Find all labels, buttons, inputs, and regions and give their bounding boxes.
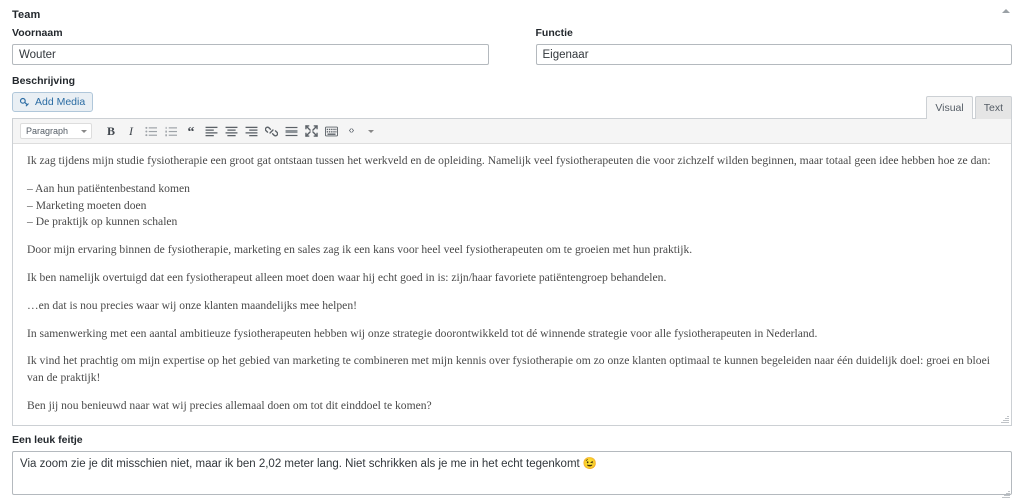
fullscreen-button[interactable] <box>301 121 321 141</box>
resize-line <box>1005 418 1009 419</box>
editor-paragraph: – De praktijk op kunnen schalen <box>27 215 178 229</box>
editor-paragraph: Ik zag tijdens mijn studie fysiotherapie een groot gat ontstaan tussen het werkveld en de opleiding. Namelijk veel fysiotherapeuten die voor zichzelf wilden beginnen, maar totaal geen idee hebben hoe ze dan: <box>27 154 991 167</box>
media-icon <box>19 97 30 108</box>
editor-paragraph: …en dat is nou precies waar wij onze klanten maandelijks mee helpen! <box>27 298 357 312</box>
resize-line <box>1006 493 1010 494</box>
editor-paragraph: – Aan hun patiëntenbestand komen <box>27 181 190 195</box>
insert-link-button[interactable] <box>261 121 281 141</box>
read-more-icon <box>285 126 298 137</box>
toolbar-more-button[interactable] <box>361 121 381 141</box>
tab-visual[interactable]: Visual <box>926 96 972 119</box>
editor-paragraph: Ik vind het prachtig om mijn expertise op het gebied van marketing te combineren met mijn kennis over fysiotherapie om zo onze klanten optimaal te kunnen begeleiden naar één duidelijk doel: groei en bloei van de praktijk! <box>27 354 990 385</box>
editor-paragraph: In samenwerking met een aantal ambitieuze fysiotherapeuten hebben wij onze strategie doorontwikkeld tot dé winnende strategie voor alle fysiotherapeuten in Nederland. <box>27 326 818 340</box>
panel-header <box>0 0 1024 20</box>
paragraph-format-value: Paragraph <box>26 126 69 136</box>
ordered-list-icon <box>165 126 178 137</box>
fullscreen-icon <box>305 125 318 137</box>
voornaam-label: Voornaam <box>12 27 63 39</box>
link-icon <box>265 125 278 138</box>
editor-toolbar <box>13 119 1011 144</box>
editor-mode-tabs <box>926 96 1012 119</box>
resize-line <box>1004 495 1010 496</box>
blockquote-button[interactable]: “ <box>187 125 195 141</box>
editor-content-area[interactable] <box>13 144 1011 425</box>
feitje-textarea-wrap <box>12 451 1012 500</box>
bulleted-list-button[interactable] <box>141 121 161 141</box>
page-title: Team <box>12 9 41 21</box>
editor-paragraph: Ben jij nou benieuwd naar wat wij precies allemaal doen om tot dit einddoel te komen? <box>27 398 432 412</box>
resize-line <box>1002 497 1010 498</box>
toolbar-toggle-button[interactable] <box>321 121 341 141</box>
resize-line <box>1003 420 1009 421</box>
align-left-button[interactable] <box>201 121 221 141</box>
align-center-button[interactable] <box>221 121 241 141</box>
numbered-list-button[interactable] <box>161 121 181 141</box>
editor-paragraph: Door mijn ervaring binnen de fysiotherapie, marketing en sales zag ik een kans voor heel veel fysiotherapeuten om te groeien met hun praktijk. <box>27 243 693 257</box>
resize-line <box>1001 422 1009 423</box>
align-left-icon <box>205 126 218 137</box>
chevron-down-icon <box>368 130 374 133</box>
align-right-icon <box>245 126 258 137</box>
voornaam-input[interactable] <box>12 44 489 65</box>
editor-top-bar <box>12 92 1012 118</box>
textarea-resize-handle[interactable] <box>1001 489 1011 499</box>
name-function-row <box>0 20 1024 65</box>
source-code-button[interactable] <box>341 121 361 141</box>
feitje-textarea[interactable] <box>12 451 1012 495</box>
italic-button[interactable]: I <box>129 124 133 138</box>
beschrijving-group <box>0 65 1024 426</box>
add-media-label: Add Media <box>35 96 86 108</box>
chevron-down-icon <box>81 130 87 133</box>
add-media-button[interactable] <box>12 92 93 112</box>
feitje-label: Een leuk feitje <box>12 434 83 446</box>
resize-line <box>1007 416 1009 417</box>
paragraph-format-select[interactable] <box>20 123 92 139</box>
kitchen-sink-icon <box>325 126 338 137</box>
beschrijving-label: Beschrijving <box>12 75 76 87</box>
editor-resize-handle[interactable] <box>1000 414 1010 424</box>
functie-label: Functie <box>535 27 573 39</box>
voornaam-field-group <box>12 26 489 65</box>
align-right-button[interactable] <box>241 121 261 141</box>
functie-input[interactable] <box>536 44 1013 65</box>
tab-text[interactable]: Text <box>975 96 1012 119</box>
collapse-panel-button[interactable] <box>994 2 1018 20</box>
unordered-list-icon <box>145 126 158 137</box>
read-more-button[interactable] <box>281 121 301 141</box>
feitje-group <box>0 426 1024 500</box>
code-icon: ‹› <box>348 125 354 136</box>
align-center-icon <box>225 126 238 137</box>
editor-paragraph: – Marketing moeten doen <box>27 198 147 212</box>
bold-button[interactable]: B <box>106 124 115 138</box>
functie-field-group <box>536 26 1013 65</box>
editor-paragraph: Ik ben namelijk overtuigd dat een fysiotherapeut alleen moet doen waar hij echt goed in is: zijn/haar favoriete patiëntengroep behandelen. <box>27 270 667 284</box>
wysiwyg-editor <box>12 118 1012 426</box>
chevron-up-icon <box>1002 9 1010 13</box>
